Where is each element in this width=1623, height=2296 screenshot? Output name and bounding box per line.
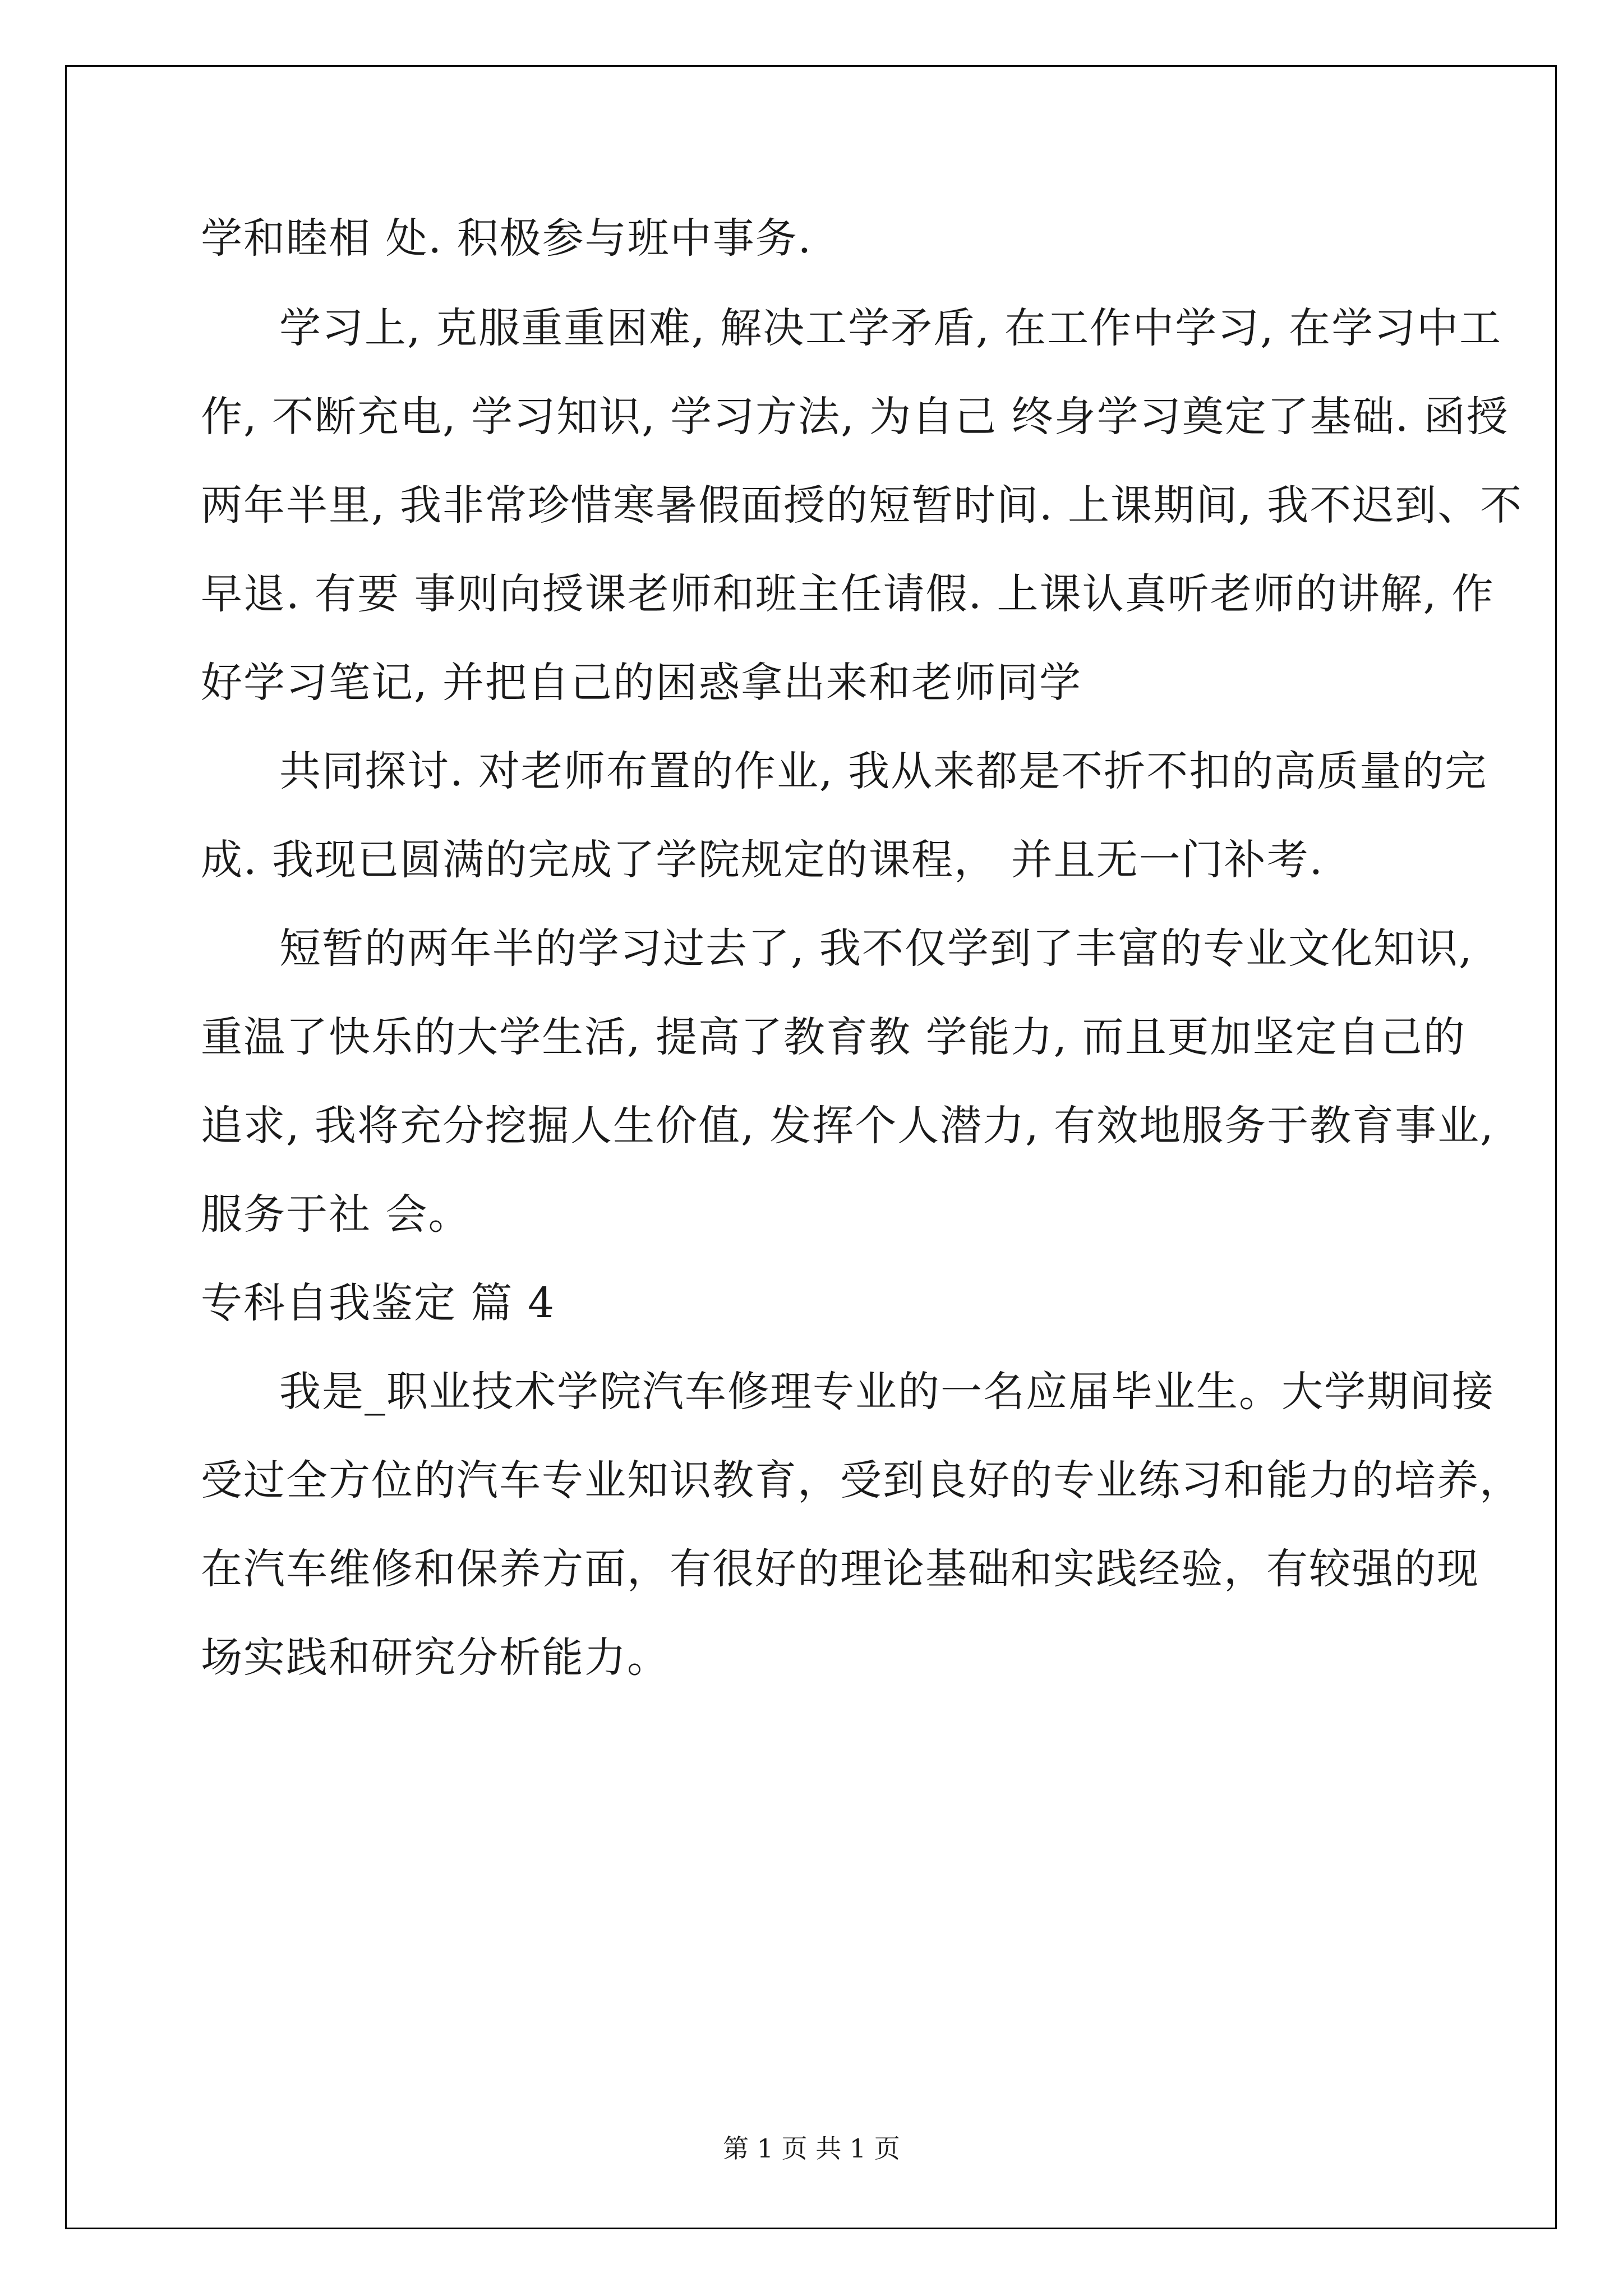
- text-line: 场实践和研究分析能力。: [201, 1634, 670, 1682]
- paragraph-start-line: 我是_职业技术学院汽车修理专业的一名应届毕业生。大学期间接: [279, 1368, 1495, 1416]
- text-line: 好学习笔记, 并把自己的困惑拿出来和老师同学: [201, 659, 1082, 707]
- paragraph-start-line: 共同探讨. 对老师布置的作业, 我从来都是不折不扣的高质量的完: [279, 747, 1488, 795]
- section-heading: 专科自我鉴定 篇 4: [201, 1279, 556, 1327]
- text-line: 学和睦相 处. 积极参与班中事务.: [201, 214, 813, 263]
- page-footer: 第 1 页 共 1 页: [723, 2133, 900, 2164]
- paragraph-start-line: 短暂的两年半的学习过去了, 我不仅学到了丰富的专业文化知识,: [279, 924, 1473, 973]
- paragraph-start-line: 学习上, 克服重重困难, 解决工学矛盾, 在工作中学习, 在学习中工: [279, 304, 1502, 352]
- text-line: 成. 我现已圆满的完成了学院规定的课程， 并且无一门补考.: [201, 836, 1324, 884]
- text-line: 追求, 我将充分挖掘人生价值, 发挥个人潜力, 有效地服务于教育事业,: [201, 1102, 1495, 1150]
- text-line: 在汽车维修和保养方面，有很好的理论基础和实践经验，有较强的现: [201, 1545, 1479, 1593]
- text-line: 服务于社 会。: [201, 1190, 471, 1239]
- text-line: 作, 不断充电, 学习知识, 学习方法, 为自己 终身学习奠定了基础. 函授: [201, 393, 1509, 441]
- text-line: 两年半里, 我非常珍惜寒暑假面授的短暂时间. 上课期间, 我不迟到、不: [201, 481, 1523, 530]
- text-line: 早退. 有要 事则向授课老师和班主任请假. 上课认真听老师的讲解, 作: [201, 570, 1495, 618]
- text-line: 重温了快乐的大学生活, 提高了教育教 学能力, 而且更加坚定自己的: [201, 1013, 1466, 1061]
- text-line: 受过全方位的汽车专业知识教育，受到良好的专业练习和能力的培养，: [201, 1456, 1522, 1504]
